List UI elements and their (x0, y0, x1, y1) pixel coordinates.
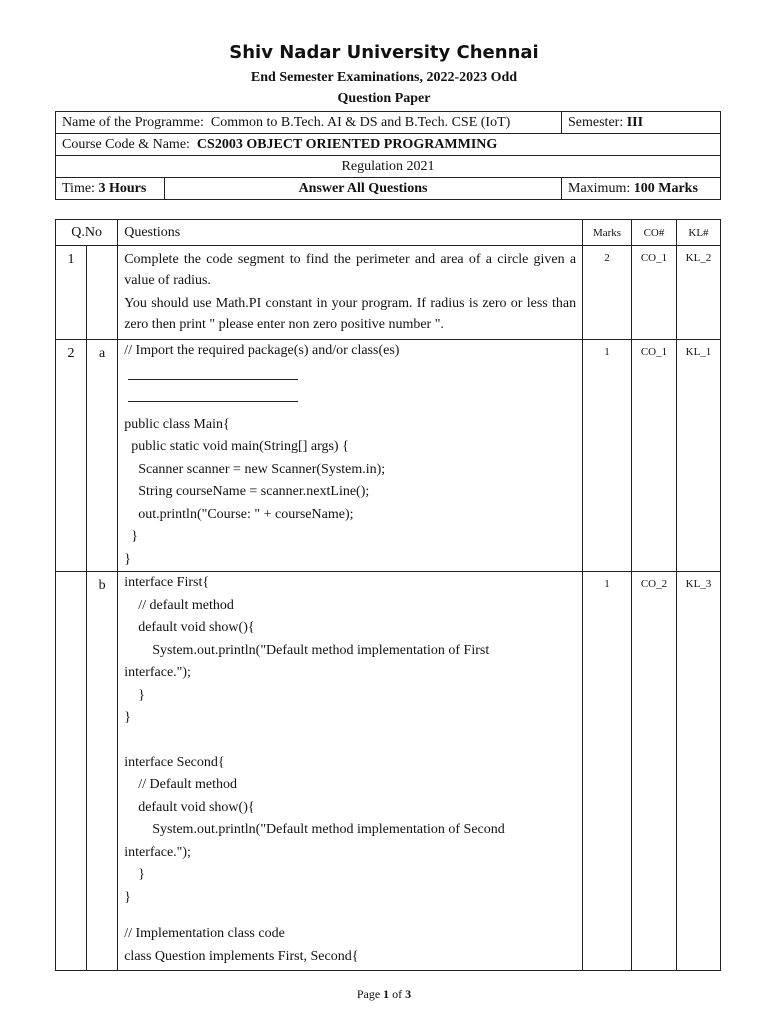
semester-cell (562, 112, 721, 134)
marks-value: 1 (583, 572, 632, 971)
paper-title: Question Paper (337, 91, 431, 106)
question-number (56, 572, 87, 971)
code-line: out.println("Course: " + courseName); (124, 506, 354, 522)
max-value: 100 Marks (633, 180, 698, 196)
code-line: interface First{ (124, 575, 210, 590)
question-sub: a (87, 340, 118, 572)
course-cell (56, 134, 721, 156)
question-text (118, 340, 583, 572)
question-number: 2 (56, 340, 87, 572)
qno-header: Q.No (56, 220, 118, 246)
code-line: // Import the required package(s) and/or class(es) (124, 343, 400, 358)
code-line: class Question implements First, Second{ (124, 948, 359, 964)
marks-header: Marks (583, 220, 632, 246)
code-line: } (124, 529, 138, 544)
code-line: } (124, 867, 145, 882)
time-cell (56, 178, 165, 200)
co-value: CO_1 (631, 246, 676, 340)
course-row (56, 134, 721, 156)
semester-value: III (626, 114, 644, 130)
code-line: // Default method (124, 777, 237, 792)
code-line: default void show(){ (124, 799, 255, 815)
page-total: 3 (405, 987, 412, 1001)
code-line: interface Second{ (124, 754, 225, 770)
time-label: Time: (62, 180, 95, 196)
answer-blank-line (128, 367, 298, 380)
page-number: 1 (383, 987, 390, 1001)
code-line: System.out.println("Default method implementation of First (124, 642, 490, 658)
question-sub (87, 246, 118, 340)
co-value: CO_2 (631, 572, 676, 971)
time-value: 3 Hours (98, 180, 147, 196)
co-value: CO_1 (631, 340, 676, 572)
kl-value: KL_1 (676, 340, 720, 572)
code-line: interface."); (124, 665, 191, 680)
code-line: // default method (124, 597, 234, 613)
code-line: default void show(){ (124, 620, 255, 635)
questions-header: Questions (118, 220, 583, 246)
regulation-cell: Regulation 2021 (56, 156, 721, 178)
code-line: System.out.println("Default method implementation of Second (124, 822, 505, 837)
co-header: CO# (631, 220, 676, 246)
code-line: } (124, 551, 131, 567)
max-marks-cell (562, 178, 721, 200)
questions-table (55, 219, 721, 971)
code-line: } (124, 889, 131, 905)
instruction-cell (165, 178, 562, 200)
answer-blank-line (128, 389, 298, 402)
code-line: } (124, 710, 131, 725)
code-line: } (124, 687, 145, 703)
kl-header: KL# (676, 220, 720, 246)
table-row (56, 572, 721, 971)
page-footer (0, 987, 768, 1002)
code-line: Scanner scanner = new Scanner(System.in); (124, 461, 386, 477)
kl-value: KL_2 (676, 246, 720, 340)
programme-value: Common to B.Tech. AI & DS and B.Tech. CSE (IoT) (210, 114, 511, 130)
page-label: Page (356, 987, 381, 1001)
course-label: Course Code & Name: (62, 136, 190, 152)
marks-value: 1 (583, 340, 632, 572)
question-text (118, 572, 583, 971)
question-paragraph: You should use Math.PI constant in your program. If radius is zero or less than zero then print " please enter non zero positive number ". (124, 296, 577, 332)
course-value: CS2003 OBJECT ORIENTED PROGRAMMING (196, 136, 498, 152)
of-label: of (392, 987, 403, 1001)
code-line: public class Main{ (124, 416, 230, 432)
programme-label: Name of the Programme: (62, 114, 204, 130)
question-sub: b (87, 572, 118, 971)
code-line: interface."); (124, 844, 191, 860)
code-line: public static void main(String[] args) { (124, 439, 349, 454)
question-paragraph: Complete the code segment to find the perimeter and area of a circle given a value of radius. (124, 252, 577, 288)
semester-label: Semester: (568, 114, 624, 130)
programme-cell (56, 112, 562, 134)
table-header-row (56, 220, 721, 246)
question-text (118, 246, 583, 340)
code-line: // Implementation class code (124, 926, 285, 941)
table-row (56, 340, 721, 572)
regulation-row (56, 156, 721, 178)
code-line: String courseName = scanner.nextLine(); (124, 484, 370, 499)
exam-title: End Semester Examinations, 2022-2023 Odd (250, 70, 518, 85)
question-number: 1 (56, 246, 87, 340)
table-row (56, 246, 721, 340)
university-title: Shiv Nadar University Chennai (229, 42, 539, 63)
exam-info-table (55, 111, 721, 200)
programme-row (56, 112, 721, 134)
kl-value: KL_3 (676, 572, 720, 971)
max-label: Maximum: (568, 180, 631, 196)
instruction-text: Answer All Questions (298, 180, 428, 196)
marks-value: 2 (583, 246, 632, 340)
time-row (56, 178, 721, 200)
